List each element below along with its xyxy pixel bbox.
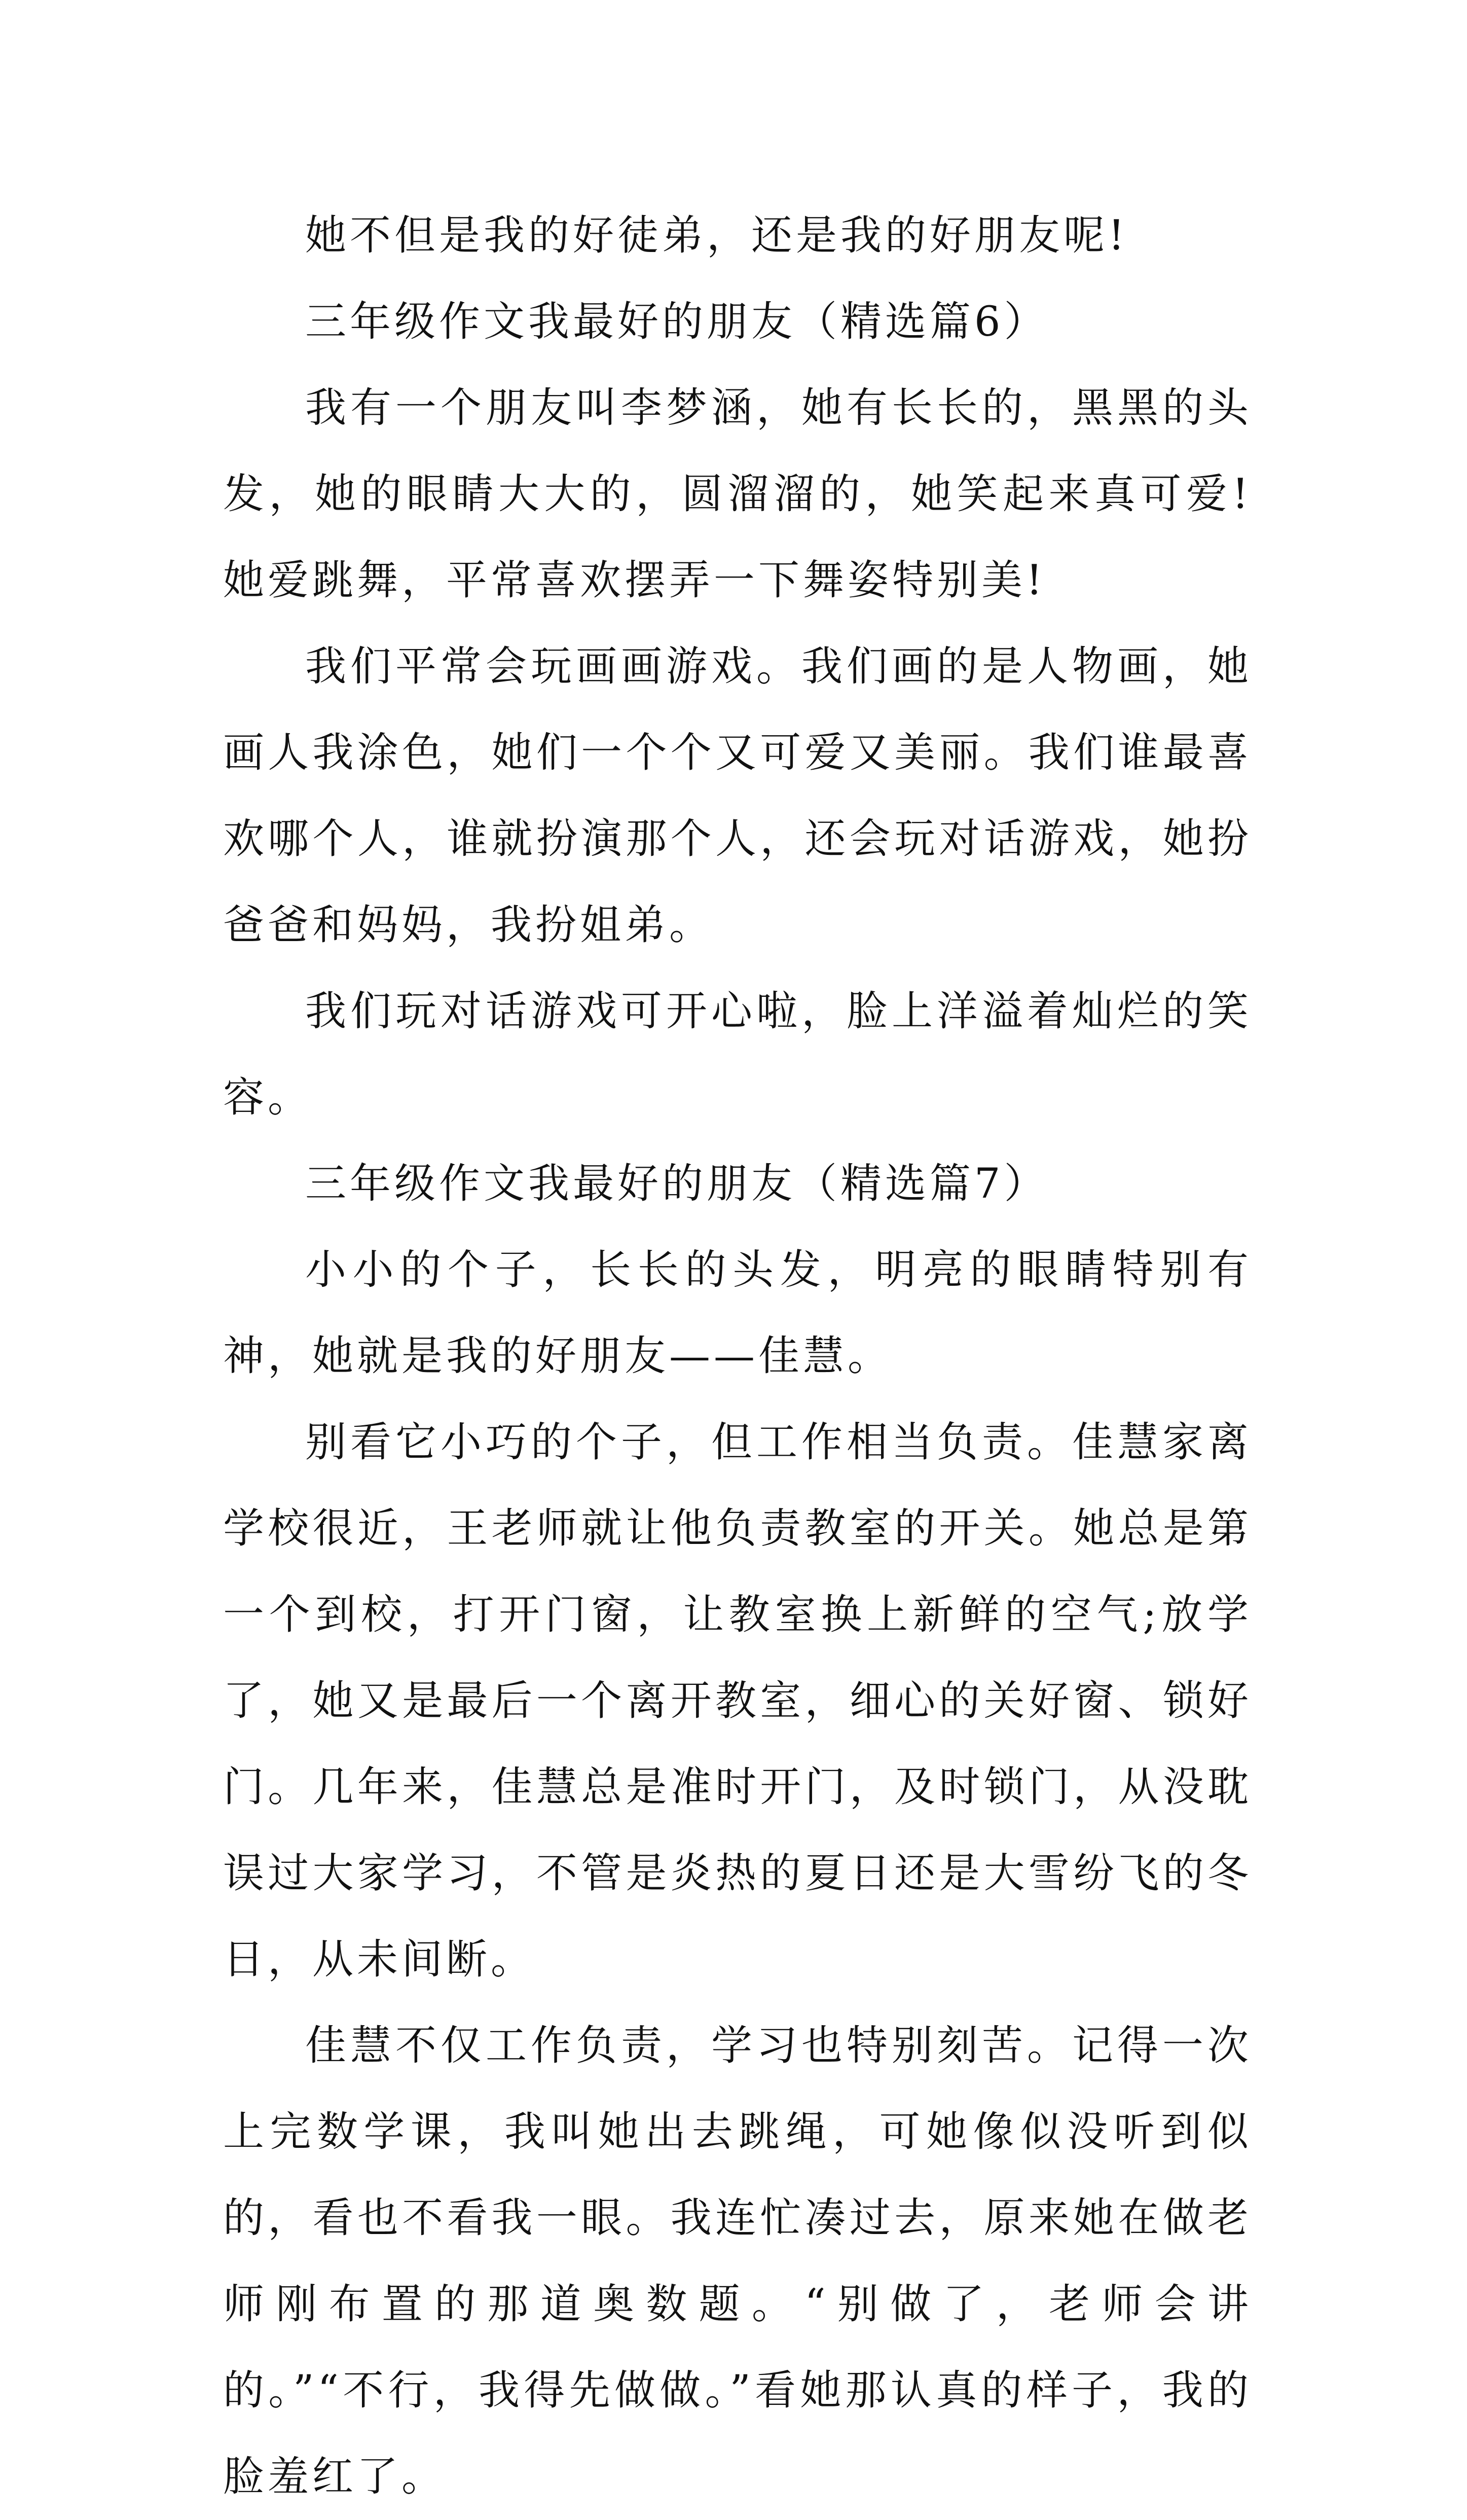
paragraph-drawing-game: 我们平常会玩画画游戏。我们画的是人物画，她画人我涂色，她们一个个又可爱又美丽。我们谁最喜欢哪个人，谁就扮演那个人，还会玩对话游戏，她扮爸爸和妈妈，我扮姐弟。: [223, 643, 1252, 949]
paragraph-jiahui-duty: 别看它小巧的个子，但工作相当负责。佳慧家离学校很近，王老师就让他负责教室的开关。她总是第一个到校，打开门窗，让教室换上新鲜的空气;放学了，她又是最后一个离开教室，细心的关好窗、锁好门。几年来，佳慧总是准时开门，及时锁门，从没耽误过大家学习，不管是炎热的夏日还是大雪纷飞的冬日，从未间断。: [223, 1419, 1252, 1984]
section-heading-6: 三年级作文我最好的朋友（精选篇6）: [305, 298, 1049, 346]
paragraph-jiahui-intro: 小小的个子，长长的头发，明亮的眼睛特别有神，她就是我的好朋友——佳慧。: [223, 1246, 1252, 1380]
paragraph-closing-line: 她不但是我的好徒弟，还是我的好朋友呢!: [305, 212, 1128, 260]
section-heading-7: 三年级作文我最好的朋友（精选篇7）: [305, 1160, 1049, 1208]
paragraph-friend-description: 我有一个朋友叫李梦涵，她有长长的，黑黑的头发，她的眼睛大大的，圆溜溜的，她笑起来真可爱!她爱跳舞，平常喜欢摆弄一下舞姿特别美!: [223, 384, 1252, 604]
paragraph-dialogue-game: 我们玩对话游戏可开心啦，脸上洋溢着灿烂的笑容。: [223, 988, 1252, 1122]
document-body: [223, 193, 1252, 2520]
paragraph-jiahui-study: 佳慧不仅工作负责，学习也特别刻苦。记得一次上完数学课，我叫她出去跳绳，可她像似没听到似的，看也不看我一眼。我连忙凑过去，原来她在做老师刚布置的那道奥数题。“别做了，老师会讲的。”“不行，我得先做做。”看她那认真的样子，我的脸羞红了。: [223, 2022, 1252, 2501]
